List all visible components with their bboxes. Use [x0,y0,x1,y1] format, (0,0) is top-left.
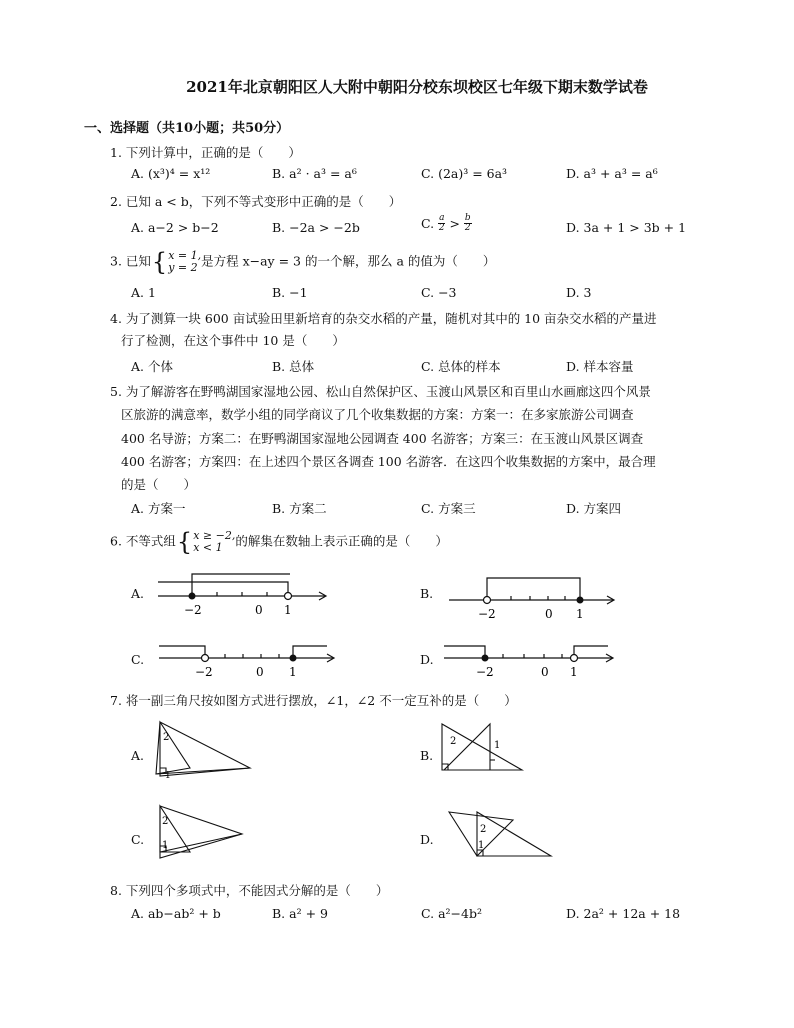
denominator: 2 [438,223,445,233]
inequality-system [193,530,235,554]
tick-label: 1 [576,607,584,621]
q7-option-c-label: C. [131,832,145,847]
q5-option-a: A. 方案一 [131,501,186,516]
brace-symbol: { [176,528,193,556]
right-ray-bracket [574,646,608,658]
set-square-1 [160,806,242,858]
q2-option-a: A. a−2 > b−2 [131,220,219,235]
question-2-stem: 2. 已知 a < b，下列不等式变形中正确的是（ ） [110,194,402,209]
equation-line-1: x = 1, [168,249,202,262]
set-square-1 [442,724,522,770]
right-ray-bracket [293,646,327,658]
left-ray-bracket [159,646,205,658]
q6-option-c-label: C. [131,652,145,667]
angle-2-label: 2 [162,816,169,827]
q5-option-b: B. 方案二 [272,501,327,516]
number-line-d [440,638,620,683]
fraction-b-over-2 [464,214,472,233]
q1-option-a: A. (x³)⁴ = x¹² [131,166,211,181]
angle-1-label: 1 [494,740,501,751]
tick-label: 0 [256,665,264,679]
solution-bracket-left [192,574,290,596]
q8-option-a: A. ab−ab² + b [131,906,221,921]
q1-option-b: B. a² · a³ = a⁶ [272,166,357,181]
q6-text: 的解集在数轴上表示正确的是（ ） [235,533,448,549]
tick-label: 1 [570,665,578,679]
q6-option-a-label: A. [131,586,145,601]
q2-option-d: D. 3a + 1 > 3b + 1 [566,220,687,235]
numerator: a [439,213,445,223]
open-dot [484,597,491,604]
q8-option-d: D. 2a² + 12a + 18 [566,906,681,921]
q6-option-b-label: B. [420,586,434,601]
tick-label: −2 [478,607,496,621]
q8-option-c: C. a²−4b² [421,906,482,921]
q3-option-b: B. −1 [272,285,308,300]
equation-line-2: y = 2 [168,261,198,274]
q8-option-b: B. a² + 9 [272,906,328,921]
question-4-line-1: 4. 为了测算一块 600 亩试验田里新培育的杂交水稻的产量，随机对其中的 10 亩杂交水稻的产量进 [110,311,657,326]
open-dot [202,655,209,662]
question-5-line-5: 的是（ ） [121,477,197,492]
equation-system [168,250,201,274]
q3-option-d: D. 3 [566,285,592,300]
solution-bracket [487,578,580,600]
q4-option-a: A. 个体 [131,359,173,374]
question-7-stem: 7. 将一副三角尺按如图方式进行摆放，∠1，∠2 不一定互补的是（ ） [110,693,517,708]
angle-2-label: 2 [163,732,170,743]
question-4-line-2: 行了检测，在这个事件中 10 是（ ） [121,333,345,348]
set-square-1 [160,722,250,776]
denominator: 2 [464,223,471,233]
number-line-b [445,568,620,626]
q4-option-d: D. 样本容量 [566,359,634,374]
q5-option-d: D. 方案四 [566,501,622,516]
triangle-figure-d [445,800,557,862]
q3-prefix: 3. 已知 [110,253,151,269]
q4-option-c: C. 总体的样本 [421,359,501,374]
question-5-line-1: 5. 为了解游客在野鸭湖国家湿地公园、松山自然保护区、玉渡山风景区和百里山水画廊这四个风景 [110,384,651,399]
brace-symbol: { [151,248,168,276]
q3-option-c: C. −3 [421,285,457,300]
angle-1-label: 1 [162,840,169,851]
question-3-stem [110,250,495,274]
closed-dot [482,655,489,662]
tick-label: 1 [289,665,297,679]
number-line-a [150,562,340,622]
closed-dot [189,593,196,600]
angle-2-label: 2 [450,736,457,747]
triangle-figure-a [150,718,260,783]
tick-label: −2 [184,603,202,617]
triangle-figure-b [440,720,530,775]
question-8-stem: 8. 下列四个多项式中，不能因式分解的是（ ） [110,883,389,898]
triangle-figure-c [150,802,250,862]
number-line-c [155,638,340,683]
open-dot [285,593,292,600]
q2-option-b: B. −2a > −2b [272,220,360,235]
q3-text: 是方程 x−ay = 3 的一个解，那么 a 的值为（ ） [201,253,496,269]
tick-label: 0 [545,607,553,621]
set-square-2 [156,722,190,774]
question-1-stem: 1. 下列计算中，正确的是（ ） [110,145,301,160]
inequality-line-2: x < 1 [193,541,223,554]
question-6-stem [110,530,448,554]
angle-1-label: 1 [165,771,171,781]
q1-option-d: D. a³ + a³ = a⁶ [566,166,658,181]
question-5-line-2: 区旅游的满意率，数学小组的同学商议了几个收集数据的方案：方案一：在多家旅游公司调查 [121,407,634,422]
q2-option-c [421,214,472,233]
q2-option-c-label: C. [421,216,435,231]
question-5-line-4: 400 名游客；方案四：在上述四个景区各调查 100 名游客．在这四个收集数据的方案中，最合理 [121,454,656,469]
q7-option-d-label: D. [420,832,434,847]
page-title: 2021年北京朝阳区人大附中朝阳分校东坝校区七年级下期末数学试卷 [186,78,648,96]
q5-option-c: C. 方案三 [421,501,476,516]
left-ray-bracket [444,646,485,658]
tick-label: 0 [255,603,263,617]
section-heading: 一、选择题（共10小题；共50分） [84,121,290,136]
q7-option-b-label: B. [420,748,434,763]
q3-option-a: A. 1 [131,285,156,300]
q7-option-a-label: A. [131,748,145,763]
closed-dot [290,655,297,662]
angle-1-label: 1 [478,840,485,851]
q6-option-d-label: D. [420,652,434,667]
tick-label: −2 [476,665,494,679]
closed-dot [577,597,584,604]
question-5-line-3: 400 名导游；方案二：在野鸭湖国家湿地公园调查 400 名游客；方案三：在玉渡山风景区调查 [121,431,644,446]
angle-2-label: 2 [480,824,487,835]
open-dot [571,655,578,662]
q6-prefix: 6. 不等式组 [110,533,176,549]
q1-option-c: C. (2a)³ = 6a³ [421,166,508,181]
set-square-1 [477,812,551,856]
inequality-line-1: x ≥ −2, [193,529,236,542]
solution-bracket-right [158,582,288,596]
tick-label: 0 [541,665,549,679]
fraction-a-over-2 [438,214,445,233]
numerator: b [464,213,471,223]
tick-label: 1 [284,603,292,617]
q4-option-b: B. 总体 [272,359,315,374]
tick-label: −2 [195,665,213,679]
greater-than: > [449,216,460,231]
